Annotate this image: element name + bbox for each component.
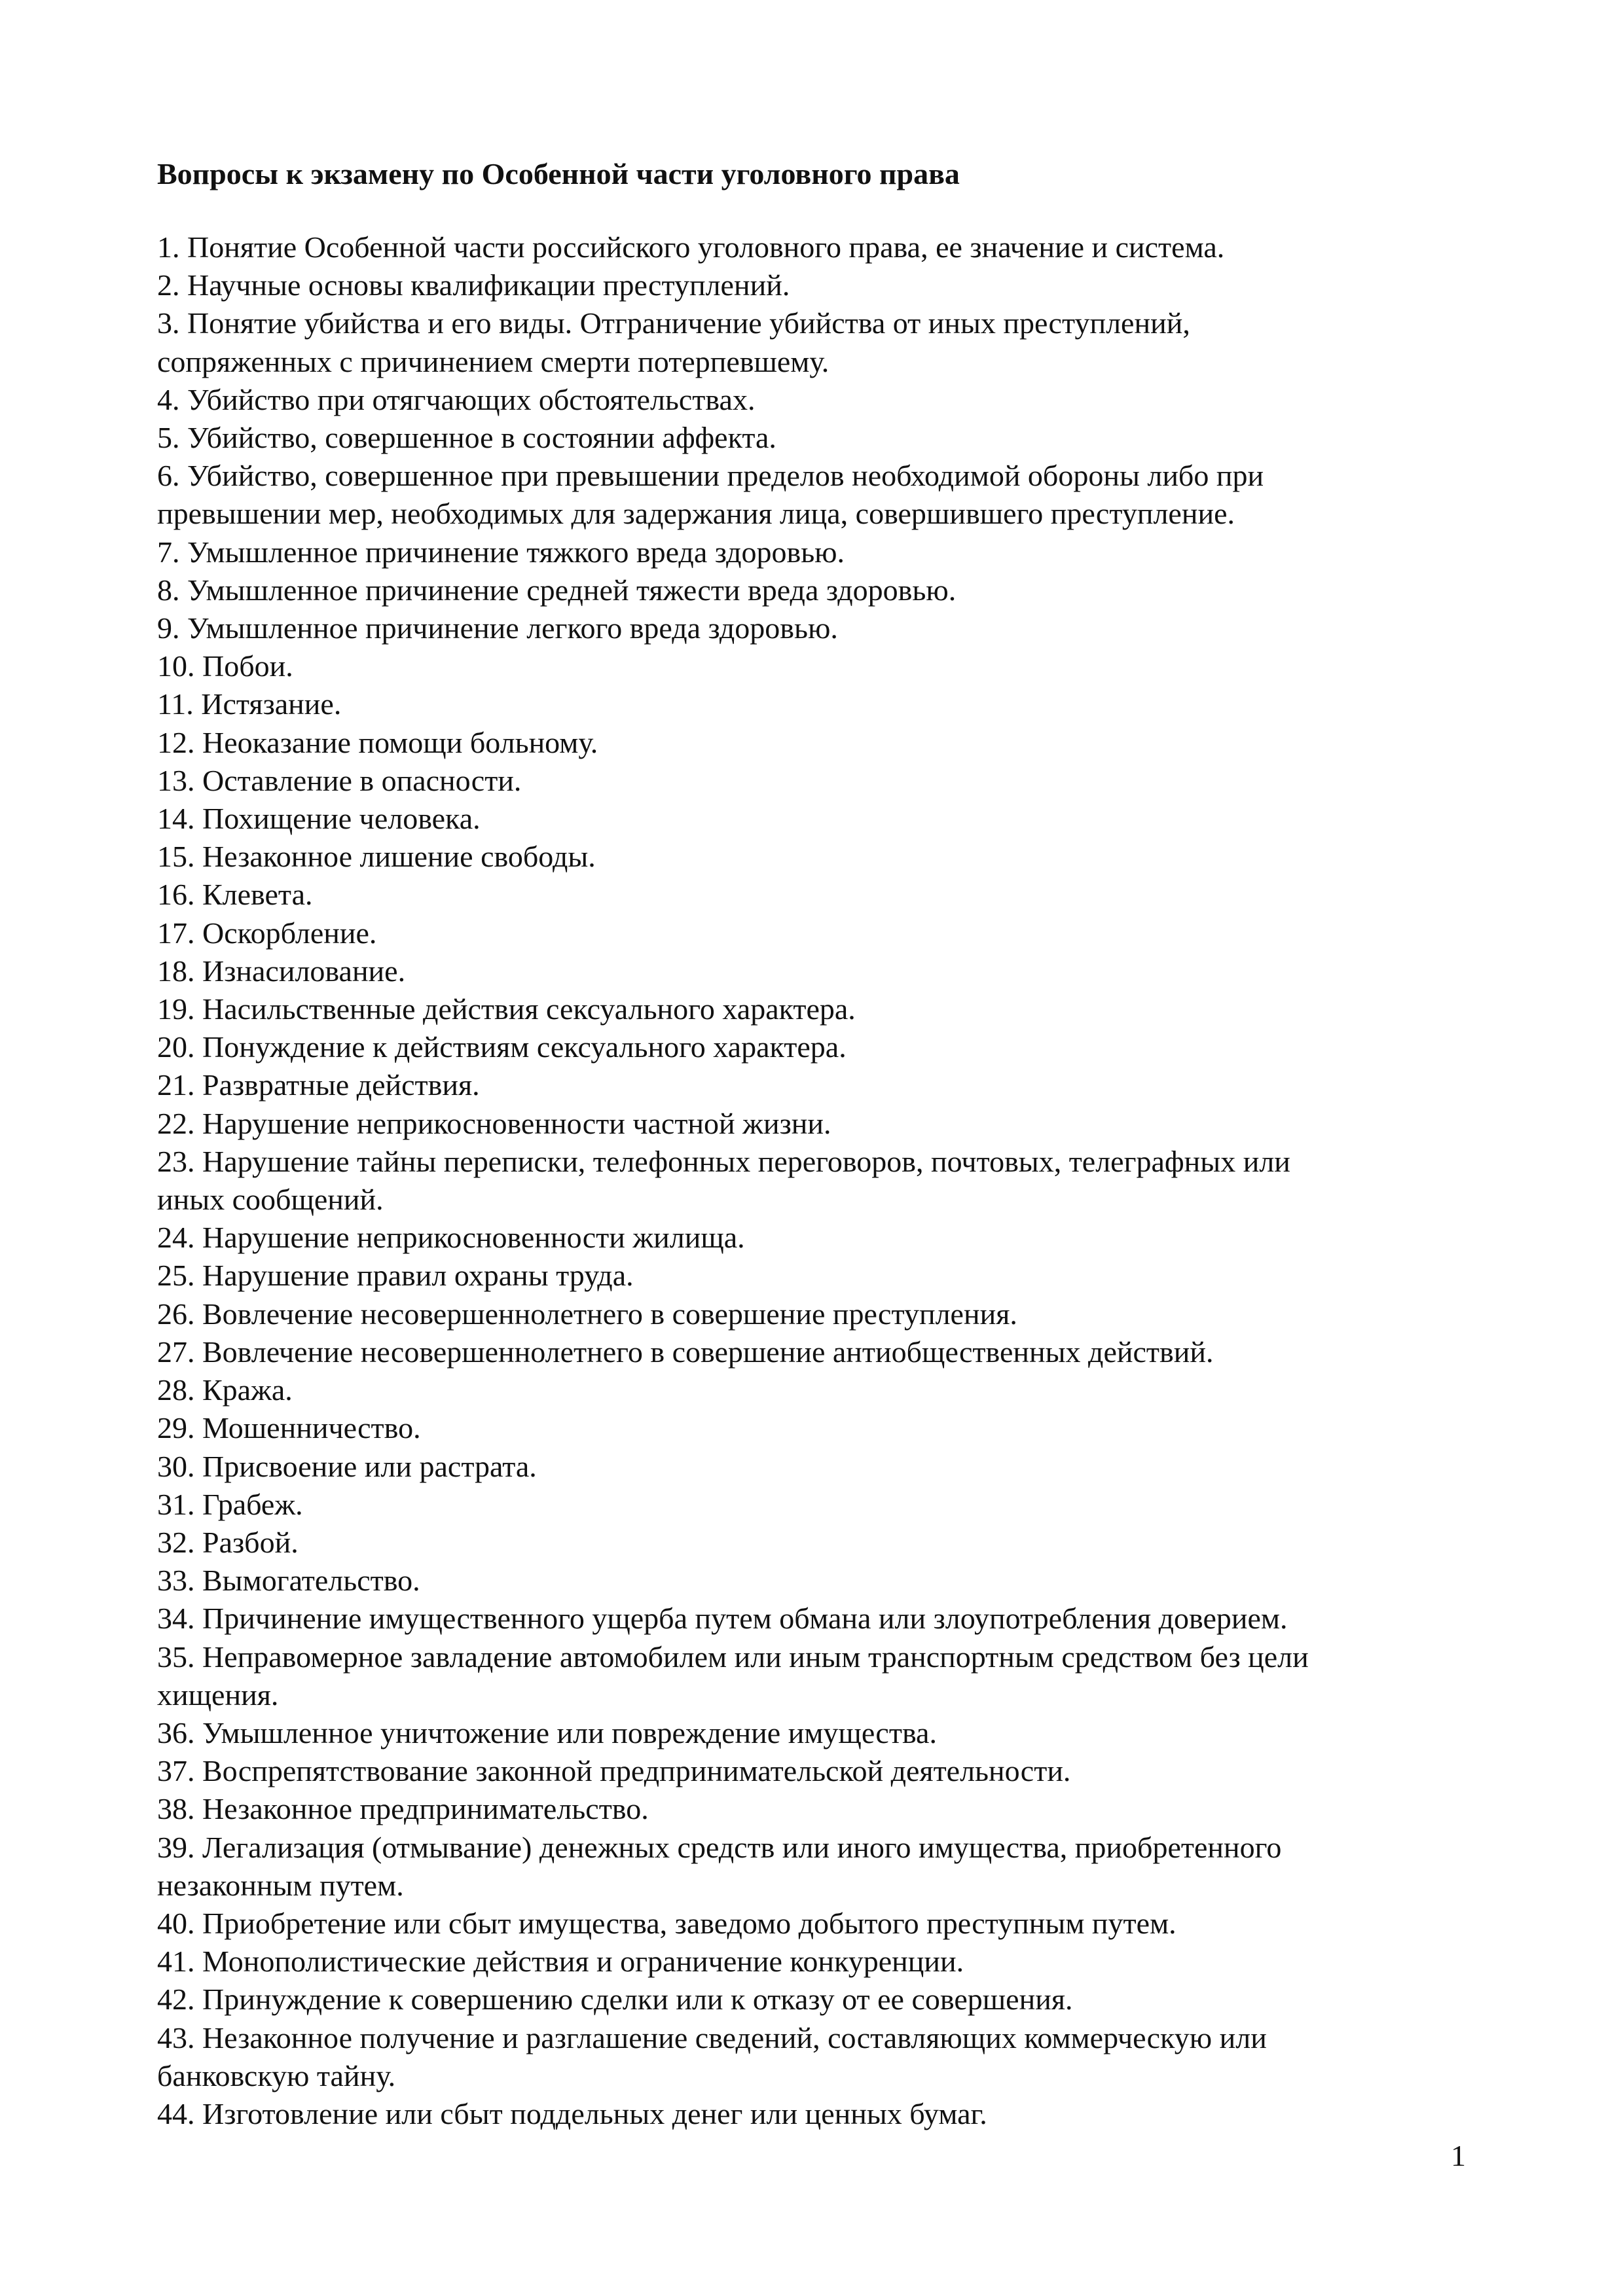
question-line: 13. Оставление в опасности. (157, 763, 522, 797)
question-item (157, 419, 1473, 457)
question-line: 8. Умышленное причинение средней тяжести вреда здоровью. (157, 573, 957, 607)
question-item (157, 1219, 1473, 1257)
question-line: 40. Приобретение или сбыт имущества, заведомо добытого преступным путем. (157, 1906, 1176, 1940)
question-line: 44. Изготовление или сбыт поддельных денег или ценных бумаг. (157, 2096, 987, 2130)
question-line: 12. Неоказание помощи больному. (157, 725, 598, 759)
question-line: 10. Побои. (157, 649, 293, 683)
question-item (157, 1371, 1473, 1409)
question-item (157, 1486, 1473, 1524)
question-item (157, 2095, 1473, 2133)
question-line: 9. Умышленное причинение легкого вреда здоровью. (157, 611, 838, 645)
question-item (157, 1638, 1473, 1714)
question-line: 22. Нарушение неприкосновенности частной жизни. (157, 1106, 831, 1140)
question-line: 2. Научные основы квалификации преступлений. (157, 268, 790, 302)
question-line: 28. Кража. (157, 1373, 293, 1407)
question-item (157, 609, 1473, 647)
question-line: 18. Изнасилование. (157, 954, 406, 988)
question-item (157, 952, 1473, 990)
question-item (157, 1409, 1473, 1447)
question-item (157, 1981, 1473, 2018)
question-item (157, 1752, 1473, 1790)
exam-questions-list (157, 228, 1473, 2133)
question-item (157, 1790, 1473, 1828)
question-line: 23. Нарушение тайны переписки, телефонных переговоров, почтовых, телеграфных или (157, 1144, 1290, 1178)
question-line: 11. Истязание. (157, 687, 342, 721)
question-item (157, 1905, 1473, 1943)
question-item (157, 533, 1473, 571)
question-line: 21. Развратные действия. (157, 1068, 480, 1102)
question-line: 4. Убийство при отягчающих обстоятельствах. (157, 382, 756, 416)
question-item (157, 304, 1473, 380)
question-item (157, 1600, 1473, 1638)
question-line: 15. Незаконное лишение свободы. (157, 840, 596, 874)
question-line: 42. Принуждение к совершению сделки или к отказу от ее совершения. (157, 1982, 1073, 2017)
question-line: 39. Легализация (отмывание) денежных средств или иного имущества, приобретенного (157, 1830, 1282, 1864)
question-line: банковскую тайну. (157, 2058, 396, 2092)
question-line: 1. Понятие Особенной части российского уголовного права, ее значение и система. (157, 230, 1225, 264)
question-line: хищения. (157, 1677, 279, 1712)
question-item (157, 762, 1473, 800)
question-line: 25. Нарушение правил охраны труда. (157, 1259, 634, 1293)
question-line: 30. Присвоение или растрата. (157, 1449, 537, 1483)
question-line: 14. Похищение человека. (157, 802, 481, 836)
question-item (157, 1448, 1473, 1486)
question-line: 33. Вымогательство. (157, 1564, 420, 1598)
question-line: 20. Понуждение к действиям сексуального характера. (157, 1030, 847, 1064)
question-item (157, 724, 1473, 762)
question-line: 37. Воспрепятствование законной предпринимательской деятельности. (157, 1754, 1071, 1788)
question-item (157, 876, 1473, 914)
question-item (157, 990, 1473, 1028)
question-line: 32. Разбой. (157, 1525, 299, 1559)
question-item (157, 228, 1473, 266)
question-line: 43. Незаконное получение и разглашение сведений, составляющих коммерческую или (157, 2020, 1267, 2054)
question-line: 27. Вовлечение несовершеннолетнего в совершение антиобщественных действий. (157, 1335, 1214, 1369)
question-item (157, 571, 1473, 609)
question-line: иных сообщений. (157, 1183, 384, 1217)
question-item (157, 914, 1473, 952)
question-line: 36. Умышленное уничтожение или повреждение имущества. (157, 1715, 937, 1749)
question-line: 5. Убийство, совершенное в состоянии аффекта. (157, 421, 776, 455)
question-line: сопряженных с причинением смерти потерпевшему. (157, 344, 830, 378)
question-line: 31. Грабеж. (157, 1487, 303, 1521)
question-line: 38. Незаконное предпринимательство. (157, 1792, 649, 1826)
question-item (157, 1829, 1473, 1905)
question-item (157, 1524, 1473, 1562)
question-item (157, 1257, 1473, 1295)
question-item (157, 1295, 1473, 1333)
question-line: 6. Убийство, совершенное при превышении пределов необходимой обороны либо при (157, 459, 1264, 493)
question-item (157, 1066, 1473, 1104)
question-line: превышении мер, необходимых для задержания лица, совершившего преступление. (157, 497, 1235, 531)
document-title: Вопросы к экзамену по Особенной части уголовного права (157, 157, 960, 190)
question-line: 19. Насильственные действия сексуального характера. (157, 992, 856, 1026)
question-item (157, 1714, 1473, 1752)
question-line: 34. Причинение имущественного ущерба путем обмана или злоупотребления доверием. (157, 1602, 1288, 1636)
question-item (157, 685, 1473, 723)
question-item (157, 1028, 1473, 1066)
question-line: 7. Умышленное причинение тяжкого вреда здоровью. (157, 535, 845, 569)
question-item (157, 1333, 1473, 1371)
question-line: 29. Мошенничество. (157, 1411, 421, 1445)
question-item (157, 1105, 1473, 1143)
question-line: 16. Клевета. (157, 878, 313, 912)
question-item (157, 838, 1473, 876)
question-item (157, 266, 1473, 304)
question-item (157, 457, 1473, 533)
question-line: незаконным путем. (157, 1868, 404, 1902)
question-item (157, 1143, 1473, 1219)
question-item (157, 647, 1473, 685)
question-line: 26. Вовлечение несовершеннолетнего в совершение преступления. (157, 1297, 1017, 1331)
question-item (157, 381, 1473, 419)
question-item (157, 2019, 1473, 2095)
question-item (157, 1943, 1473, 1981)
question-line: 41. Монополистические действия и ограничение конкуренции. (157, 1945, 964, 1979)
question-line: 3. Понятие убийства и его виды. Отграничение убийства от иных преступлений, (157, 306, 1190, 340)
question-item (157, 1562, 1473, 1600)
page-number: 1 (1451, 2139, 1466, 2172)
question-item (157, 800, 1473, 838)
question-line: 35. Неправомерное завладение автомобилем или иным транспортным средством без цели (157, 1640, 1309, 1674)
question-line: 24. Нарушение неприкосновенности жилища. (157, 1221, 745, 1255)
question-line: 17. Оскорбление. (157, 916, 377, 950)
